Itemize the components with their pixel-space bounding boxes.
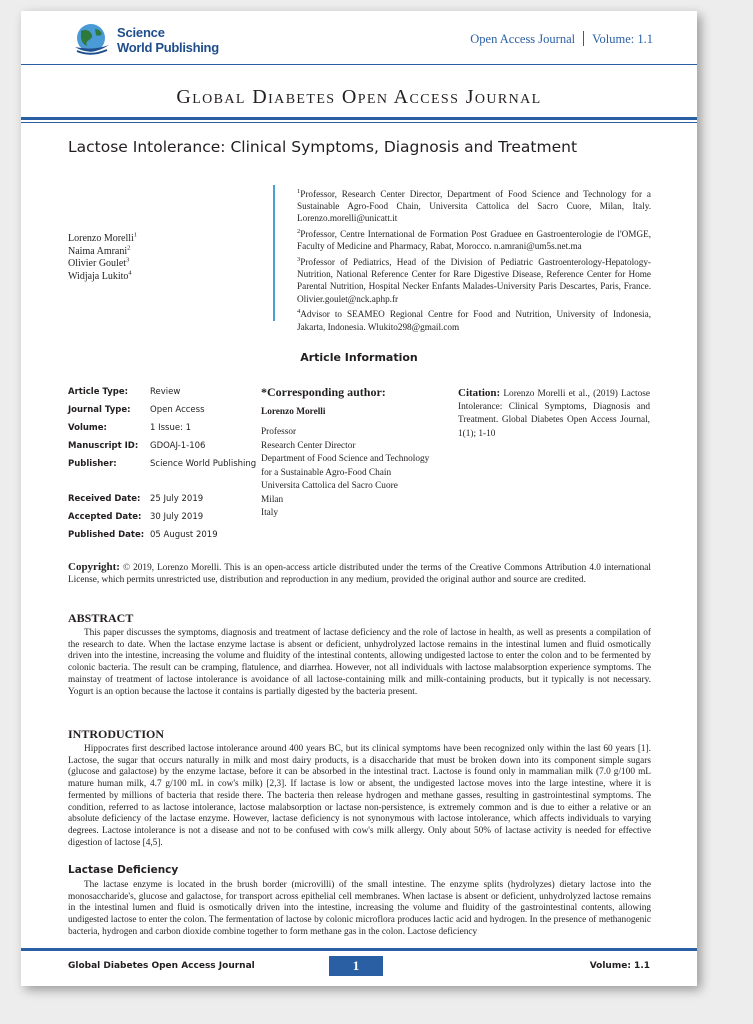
copyright-notice xyxy=(68,562,651,586)
author[interactable]: Widjaja Lukito$^4$ xyxy=(68,269,132,282)
corresponding-line: Research Center Director xyxy=(261,440,356,451)
header-info xyxy=(470,31,653,47)
corresponding-line: Italy xyxy=(261,508,279,518)
corresponding-line: for a Sustainable Agro-Food Chain xyxy=(261,467,392,478)
affiliation-divider xyxy=(273,185,275,321)
author[interactable]: Naima Amrani$^2$ xyxy=(68,244,131,257)
footer-rule xyxy=(21,948,697,951)
citation-heading: Citation: xyxy=(458,387,501,399)
footer-journal: Global Diabetes Open Access Journal xyxy=(68,961,255,971)
abstract-body xyxy=(68,628,651,698)
introduction-paragraph: Hippocrates first described lactose intolerance around 400 years BC, but its clinical symptoms have been recognized only within the last 60 years [1]. Lactose, the sugar that occurs naturally in milk and most dairy products, is a disaccharide that must be broken down into its component simple sugars (glucose and galactose) by the enzyme lactase, before it can be absorbed in the intestinal tract. Lactose is found only in mammalian milk (7.0 g/100 mL mature human milk, 4.7 g/100 mL in cow's milk) [2,3]. If lactase is low or absent, the undigested lactose moves into the large intestine, where it is fermented by millions of bacteria that reside there. The bacteria then release hydrogen and methane gasses, resulting in gastrointestinal symptoms. The condition, referred to as lactose intolerance, lactose malabsorption or lactase non-persistence, is extremely common and is due to either a relative or an absolute deficiency of the lactase enzyme. However, lactase deficiency is not synonymous with lactose intolerance, which affects individuals to varying degrees. Lactose intolerance is not a disease and not to be confused with cow's milk allergy. Only about 50% of lactase activity is needed for effective digestion of lactose [4,5]. xyxy=(68,744,651,848)
corresponding-line: Professor xyxy=(261,427,297,437)
abstract-paragraph: This paper discusses the symptoms, diagnosis and treatment of lactase deficiency and the role of lactose in health, as well as presents a compilation of the research to date. When the lactase enzyme lactase is absent or deficient, unhydrolyzed lactose remains in the intestinal lumen and fluid osmotically driven into the intestine, increasing the volume and fluidity of the intestinal contents, allowing undigested lactose to enter the colon and to be fermented by colonic bacteria. The result can be cramping, flatulence, and diarrhea. However, not all individuals with lactose malabsorption experience symptoms. The mainstay of treatment of lactose intolerance is avoidance of all lactose-containing milk and milk-containing products, but it typically is not necessary. Yogurt is an option because the lactose it contains is partially digested by the bacteria present. xyxy=(68,628,651,697)
title-rule-thin xyxy=(21,122,697,123)
page: Science World Publishing Open Access Journal Volume: 1.1 Global Diabetes Open Access Journal Lactose Intolerance: Clinical Symptoms, Diagnosis and Treatment Lorenzo Morelli$^1$ Naima Amrani$^2$ Olivier Goulet$^3$ Widjaja Lukito$^4$ $^1$Professor, Research Center Director, Department of Food Science and Technology for a Sustainable Agro-Food Chain, Universita Cattolica del Sacro Cuore, Milan, Italy. Lorenzo.morelli@unicatt.it $^2$Professor, Centre International de Formation Post Graduee en Gastroenterologie de l'OMGE, Faculty of Medicine and Pharmacy, Rabat, Morocco. n.amrani@um5s.net.ma $^3$Professor of Pediatrics, Head of the Division of Pediatric Gastroenterology-Hepatology-Nutrition, National Reference Center for Rare Digestive Disease, Reference Center for Home Parental Nutrition, Hospital Necker Enfants Malades-University Paris Descartes, Paris, France. Olivier.goulet@nck.aphp.fr $^4$Advisor to SEAMEO Regional Centre for Food and Nutrition, University of Indonesia, Jakarta, Indonesia. Wlukito298@gmail.com Article Information Article Type: Review Journal Type: Open Access Volume: 1 Issue: 1 Manuscript ID: GDOAJ-1-106 Publisher: Science World Publishing Received Date: 25 July 2019 Accepted Date: 30 July 2019 Published Date: 05 August 2019 *Corresponding author: Lorenzo Morelli Professor Research Center Director Department of Food Science and Technology for a Sustainable Agro-Food Chain Universita Cattolica del Sacro Cuore Milan Italy Citation: Lorenzo Morelli et al., (2019) Lactose Intolerance: Clinical Symptoms, Diagnosis and Treatment. Global Diabetes Open Access Journal, 1(1); 1-10 Copyright: © 2019, Lorenzo Morelli. This is an open-access article distributed under the terms of the Creative Commons Attribution 4.0 international License, which permits unrestricted use, distribution and reproduction in any medium, provided the original author and source are credited. ABSTRACT This paper discusses the symptoms, diagnosis and treatment of lactase deficiency and the role of lactose in health, as well as presents a compilation of the research to date. When the lactase enzyme lactase is absent or deficient, unhydrolyzed lactose remains in the intestinal lumen and fluid osmotically driven into the intestine, increasing the volume and fluidity of the intestinal contents, allowing undigested lactose to enter the colon and to be fermented by colonic bacteria. The result can be cramping, flatulence, and diarrhea. However, not all individuals with lactose malabsorption experience symptoms. The mainstay of treatment of lactose intolerance is avoidance of all lactose-containing milk and milk-containing products, but it typically is not necessary. Yogurt is an option because the lactose it contains is partially digested by the bacteria present. INTRODUCTION Hippocrates first described lactose intolerance around 400 years BC, but its clinical symptoms have been recognized only within the last 60 years [1]. Lactose, the sugar that occurs naturally in milk and most dairy products, is a disaccharide that must be broken down into its component simple sugars (glucose and galactose) by the enzyme lactase, before it can be absorbed in the intestinal tract. Lactose is found only in mammalian milk (7.0 g/100 mL mature human milk, 4.7 g/100 mL in cow's milk) [2,3]. If lactase is low or absent, the undigested lactose moves into the large intestine, where it is fermented by millions of bacteria that reside there. The bacteria then release hydrogen and methane gasses, resulting in gastrointestinal symptoms. The condition, referred to as lactose intolerance, lactose malabsorption or lactase non-persistence, is extremely common and is due to either a relative or an absolute deficiency of the lactase enzyme. However, lactase deficiency is not synonymous with lactose intolerance, which affects individuals to varying degrees. Lactose intolerance is not a disease and not to be confused with cow's milk allergy. Only about 50% of lactase activity is needed for effective digestion of lactose [4,5]. Lactase Deficiency The lactase enzyme is located in the brush border (microvilli) of the small intestine. The enzyme splits (hydrolyzes) dietary lactose into the monosaccharide's, glucose and galactose, for transport across epithelial cell membranes. When lactase is absent or deficient, unhydrolyzed lactose remains in the intestinal lumen and fluid is osmotically driven into the intestine, increasing the volume and fluidity of the gastrointestinal contents, allowing undigested lactose to enter the colon. The fermentation of lactose by colonic microflora produces lactic acid and hydrogen. In the presence of methanogenic bacteria, hydrogen and carbon dioxide combine together to form methane gas in the colon. Lactose deficiency Global Diabetes Open Access Journal 1 Volume: 1.1 xyxy=(21,11,697,986)
introduction-heading: INTRODUCTION xyxy=(68,727,165,741)
lactase-deficiency-body xyxy=(68,880,651,939)
corresponding-heading: *Corresponding author: xyxy=(261,385,386,399)
journal-type: Open Access Journal xyxy=(470,32,576,46)
affiliations xyxy=(297,188,651,336)
corresponding-author xyxy=(261,386,461,521)
header-volume: Volume: 1.1 xyxy=(592,32,653,46)
citation-text: Lorenzo Morelli et al., (2019) Lactose Intolerance: Clinical Symptoms, Diagnosis and Treatment. Global Diabetes Open Access Journal, 1(1); 1-10 xyxy=(458,389,650,439)
affiliation: $^1$Professor, Research Center Director, Department of Food Science and Technology for a Sustainable Agro-Food Chain, Universita Cattolica del Sacro Cuore, Milan, Italy. Lorenzo.morelli@unicatt.it xyxy=(297,187,651,224)
logo-text-1: Science xyxy=(117,25,165,40)
article-title: Lactose Intolerance: Clinical Symptoms, Diagnosis and Treatment xyxy=(68,138,578,156)
publisher-logo[interactable] xyxy=(71,21,271,61)
affiliation: $^2$Professor, Centre International de Formation Post Graduee en Gastroenterologie de l'OMGE, Faculty of Medicine and Pharmacy, Rabat, Morocco. n.amrani@um5s.net.ma xyxy=(297,228,651,252)
logo-text-2: World Publishing xyxy=(117,40,219,55)
introduction-body xyxy=(68,744,651,849)
title-rule-thick xyxy=(21,117,697,120)
article-info-heading: Article Information xyxy=(300,351,418,364)
corresponding-line: Universita Cattolica del Sacro Cuore xyxy=(261,481,398,491)
corresponding-line: Department of Food Science and Technology xyxy=(261,454,430,464)
page-number: 1 xyxy=(329,956,383,976)
author[interactable]: Olivier Goulet$^3$ xyxy=(68,256,130,269)
citation xyxy=(458,387,650,441)
corresponding-name: Lorenzo Morelli xyxy=(261,406,326,417)
lactase-deficiency-paragraph: The lactase enzyme is located in the brush border (microvilli) of the small intestine. The enzyme splits (hydrolyzes) dietary lactose into the monosaccharide's, glucose and galactose, for transport across epithelial cell membranes. When lactase is absent or deficient, unhydrolyzed lactose remains in the intestinal lumen and fluid is osmotically driven into the intestine, increasing the volume and fluidity of the gastrointestinal contents, allowing undigested lactose to enter the colon. The fermentation of lactose by colonic microflora produces lactic acid and hydrogen. In the presence of methanogenic bacteria, hydrogen and carbon dioxide combine together to form methane gas in the colon. Lactose deficiency xyxy=(68,880,651,937)
footer-volume: Volume: 1.1 xyxy=(589,961,650,971)
copyright-text: © 2019, Lorenzo Morelli. This is an open-access article distributed under the terms of the Creative Commons Attribution 4.0 international License, which permits unrestricted use, distribution and reproduction in any medium, provided the original author and source are credited. xyxy=(68,563,651,585)
header-divider xyxy=(583,31,584,46)
affiliation: $^3$Professor of Pediatrics, Head of the Division of Pediatric Gastroenterology-Hepatology-Nutrition, National Reference Center for Rare Digestive Disease, Reference Center for Home Parental Nutrition, Hospital Necker Enfants Malades-University Paris Descartes, Paris, France. Olivier.goulet@nck.aphp.fr xyxy=(297,255,651,304)
affiliation: $^4$Advisor to SEAMEO Regional Centre for Food and Nutrition, University of Indonesia, Jakarta, Indonesia. Wlukito298@gmail.com xyxy=(297,308,651,332)
abstract-heading: ABSTRACT xyxy=(68,611,134,625)
lactase-deficiency-heading: Lactase Deficiency xyxy=(68,864,179,876)
globe-logo-icon xyxy=(71,21,115,59)
journal-title: Global Diabetes Open Access Journal xyxy=(176,86,542,108)
author-list xyxy=(68,233,137,283)
header-rule xyxy=(21,64,697,65)
copyright-label: Copyright: xyxy=(68,561,120,573)
author[interactable]: Lorenzo Morelli$^1$ xyxy=(68,231,138,244)
corresponding-line: Milan xyxy=(261,494,284,505)
